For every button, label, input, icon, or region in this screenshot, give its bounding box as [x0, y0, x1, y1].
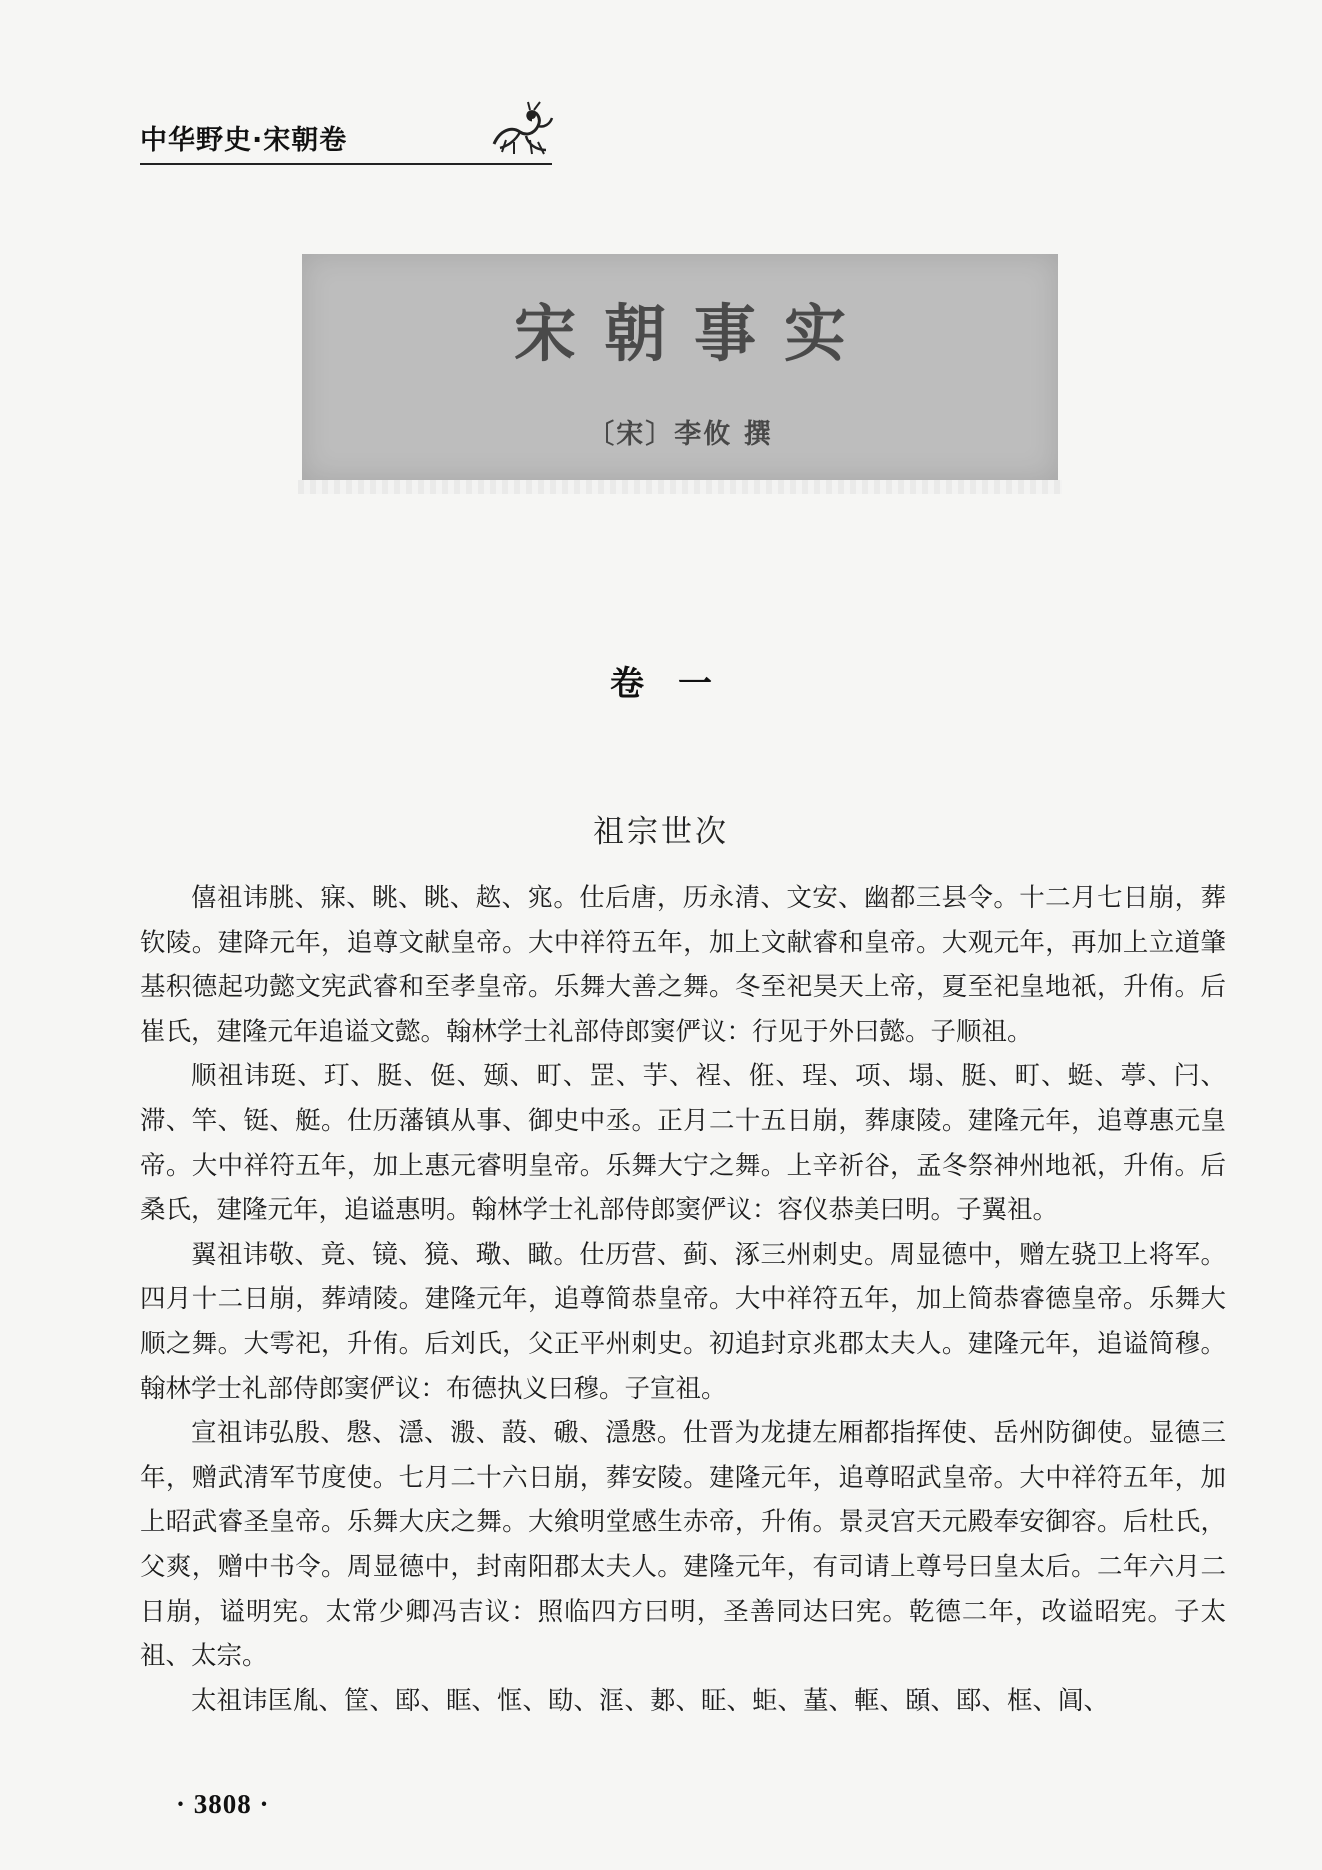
header-rule: [140, 163, 552, 165]
paragraph: 翼祖讳敬、竟、镜、獍、璥、瞰。仕历营、蓟、涿三州刺史。周显德中，赠左骁卫上将军。四月十二日崩，葬靖陵。建隆元年，追尊简恭皇帝。大中祥符五年，加上简恭睿德皇帝。乐舞大顺之舞。大雩祀，升侑。后刘氏，父正平州刺史。初追封京兆郡太夫人。建隆元年，追谥简穆。翰林学士礼部侍郎窦俨议：布德执义曰穆。子宣祖。: [140, 1239, 1226, 1404]
title-block: [302, 254, 1058, 480]
paragraph: 僖祖讳朓、寐、眺、眺、趑、宨。仕后唐，历永清、文安、幽都三县令。十二月七日崩，葬钦陵。建降元年，追尊文献皇帝。大中祥符五年，加上文献睿和皇帝。大观元年，再加上立道肇基积德起功懿文宪武睿和至孝皇帝。乐舞大善之舞。冬至祀昊天上帝，夏至祀皇地祇，升侑。后崔氏，建隆元年追谥文懿。翰林学士礼部侍郎窦俨议：行见于外曰懿。子顺祖。: [140, 883, 1226, 1047]
paragraph: 太祖讳匡胤、筐、邼、眶、恇、劻、洭、郪、眐、蚷、蓳、軭、頣、邼、框、阊、: [191, 1685, 1110, 1716]
book-title: 宋朝事实: [513, 297, 874, 370]
volume-heading: 卷一: [610, 664, 746, 704]
paragraph: 顺祖讳珽、玎、脡、侹、颋、町、罡、芋、裎、俇、珵、项、塌、脡、町、蜓、葶、闩、滞、竿、铤、艇。仕历藩镇从事、御史中丞。正月二十五日崩，葬康陵。建隆元年，追尊惠元皇帝。大中祥符五年，加上惠元睿明皇帝。乐舞大宁之舞。上辛祈谷，孟冬祭神州地祇，升侑。后桑氏，建隆元年，追谥惠明。翰林学士礼部侍郎窦俨议：容仪恭美曰明。子翼祖。: [140, 1061, 1226, 1226]
page-number: · 3808 ·: [176, 1789, 270, 1819]
dragon-icon: [486, 100, 556, 160]
book-author: 〔宋〕李攸 撰: [587, 419, 773, 450]
body-text: [140, 876, 1226, 1723]
paragraph: 宣祖讳弘殷、慇、濦、溵、蔎、磤、濦慇。仕晋为龙捷左厢都指挥使、岳州防御使。显德三年，赠武清军节度使。七月二十六日崩，葬安陵。建隆元年，追尊昭武皇帝。大中祥符五年，加上昭武睿圣皇帝。乐舞大庆之舞。大飨明堂感生赤帝，升侑。景灵宫天元殿奉安御容。后杜氏，父爽，赠中书令。周显德中，封南阳郡太夫人。建隆元年，有司请上尊号曰皇太后。二年六月二日崩，谥明宪。太常少卿冯吉议：照临四方曰明，圣善同达曰宪。乾德二年，改谥昭宪。子太祖、太宗。: [140, 1418, 1226, 1672]
section-heading: 祖宗世次: [593, 814, 729, 850]
running-header: 中华野史·宋朝卷: [140, 125, 348, 156]
